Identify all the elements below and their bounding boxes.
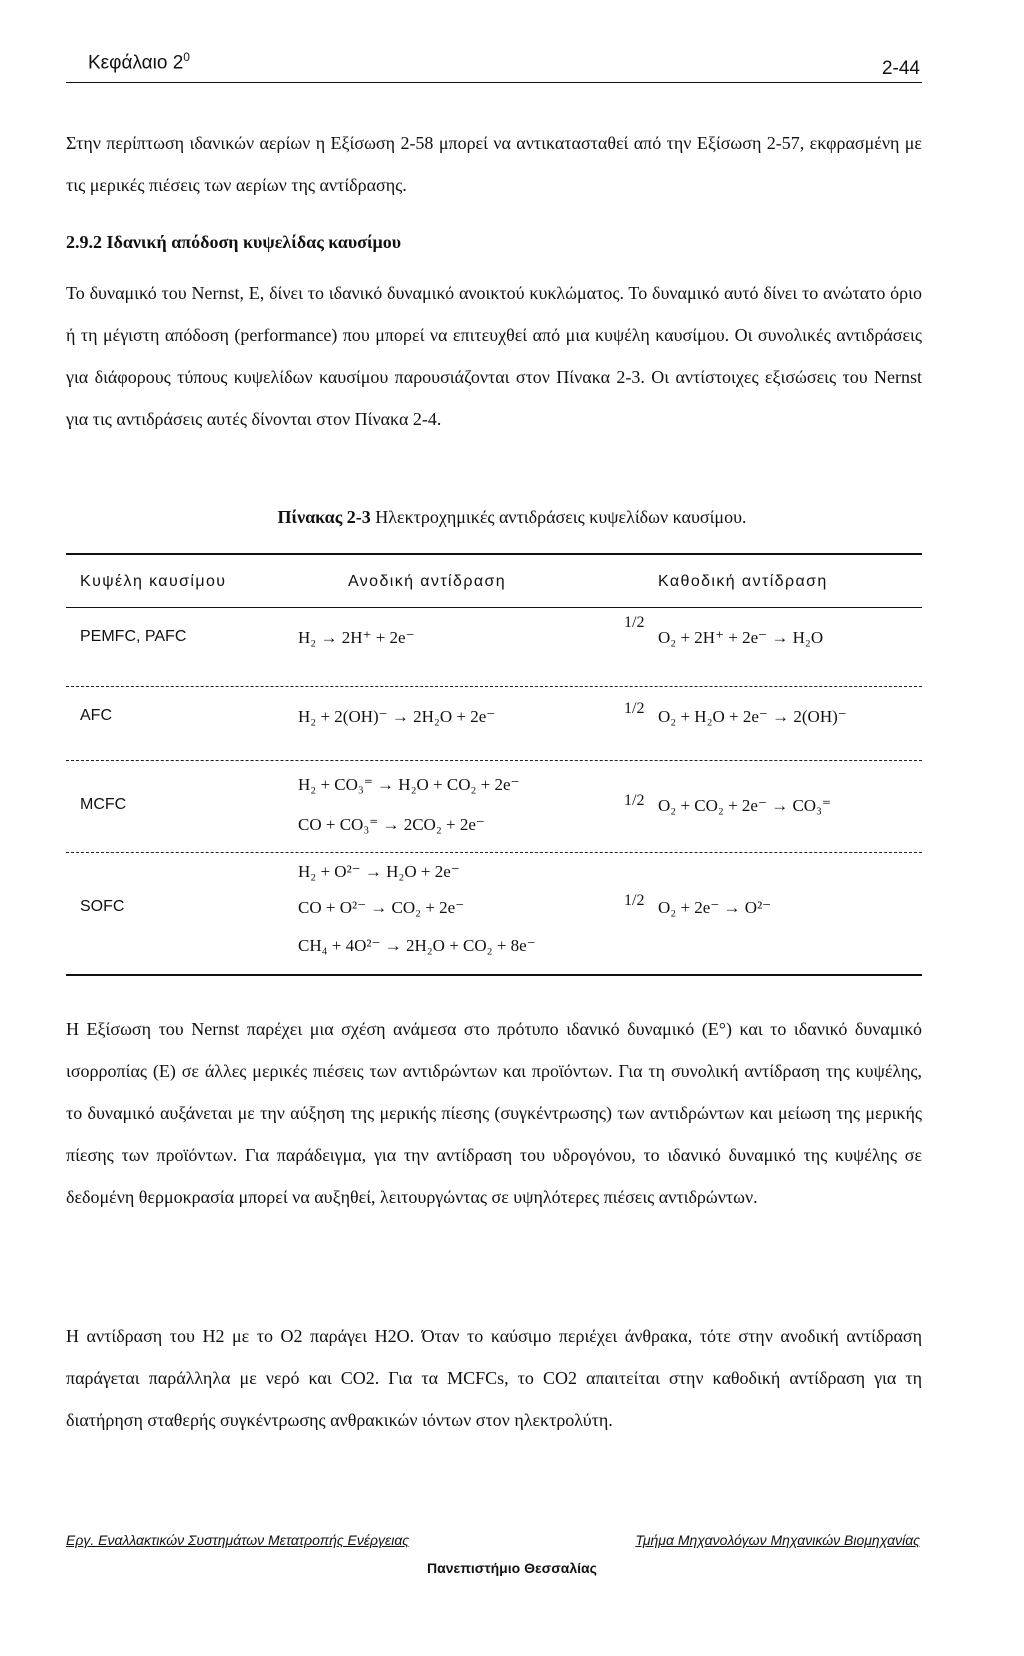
row-sofc-anode-1: H₂ + O²⁻ → H₂O + 2e⁻ — [298, 862, 460, 881]
row-pemfc-anode: H₂ → 2H⁺ + 2e⁻ — [298, 628, 415, 647]
row-mcfc-anode-1: H₂ + CO₃⁼ → H₂O + CO₂ + 2e⁻ — [298, 775, 520, 794]
row-mcfc-cell: MCFC — [80, 796, 127, 813]
row-divider — [66, 760, 922, 761]
row-afc-anode: H₂ + 2(OH)⁻ → 2H₂O + 2e⁻ — [298, 707, 496, 726]
footer-lab: Εργ. Εναλλακτικών Συστημάτων Μετατροπής Ενέργειας — [66, 1532, 410, 1548]
row-pemfc-cell: PEMFC, PAFC — [80, 628, 187, 645]
reaction-paragraph: Η αντίδραση του H2 με το O2 παράγει H2O. Όταν το καύσιμο περιέχει άνθρακα, τότε στην ανοδική αντίδραση παράγεται παράλληλα με νερό και CO2. Για τα MCFCs, το CO2 απαιτείται στην καθοδική αντίδραση για τη διατήρηση σταθερής συγκέντρωσης ανθρακικών ιόντων στον ηλεκτρολύτη. — [66, 1326, 922, 1430]
header-rule — [66, 82, 922, 83]
header-anode: Ανοδική αντίδραση — [348, 573, 507, 590]
row-pemfc-cathode: O₂ + 2H⁺ + 2e⁻ → H₂O — [658, 628, 824, 647]
header-cathode: Καθοδική αντίδραση — [658, 573, 828, 590]
table-top-rule — [66, 553, 922, 555]
row-divider — [66, 852, 922, 853]
footer-department: Τμήμα Μηχανολόγων Μηχανικών Βιομηχανίας — [635, 1532, 920, 1548]
section-paragraph: Το δυναμικό του Nernst, E, δίνει το ιδανικό δυναμικό ανοικτού κυκλώματος. Το δυναμικό αυτό δίνει το ανώτατο όριο ή τη μέγιστη απόδοση (performance) που μπορεί να επιτευχθεί από μια κυψέλη καυσίμου. Οι συνολικές αντιδράσεις για διάφορους τύπους κυψελίδων καυσίμου παρουσιάζονται στον Πίνακα 2-3. Οι αντίστοιχες εξισώσεις του Nernst για τις αντιδράσεις αυτές δίνονται στον Πίνακα 2-4. — [66, 283, 922, 429]
row-sofc-cell: SOFC — [80, 898, 125, 915]
row-sofc-anode-3: CH₄ + 4O²⁻ → 2H₂O + CO₂ + 8e⁻ — [298, 936, 536, 955]
page-number: 2-44 — [881, 58, 920, 79]
intro-paragraph: Στην περίπτωση ιδανικών αερίων η Εξίσωση 2-58 μπορεί να αντικατασταθεί από την Εξίσωση 2-57, εκφρασμένη με τις μερικές πιέσεις των αερίων της αντίδρασης. — [66, 133, 922, 195]
table-caption: Πίνακας 2-3 Ηλεκτροχημικές αντιδράσεις κυψελίδων καυσίμου. — [277, 507, 747, 527]
row-divider — [66, 686, 922, 687]
header-fuel-cell: Κυψέλη καυσίμου — [80, 573, 227, 590]
row-sofc-anode-2: CO + O²⁻ → CO₂ + 2e⁻ — [298, 898, 465, 917]
section-heading: 2.9.2 Ιδανική απόδοση κυψελίδας καυσίμου — [66, 232, 402, 252]
row-pemfc-cathode-fraction: 1/2 — [624, 614, 645, 631]
nernst-paragraph: Η Εξίσωση του Nernst παρέχει μια σχέση ανάμεσα στο πρότυπο ιδανικό δυναμικό (E°) και το ιδανικό δυναμικό ισορροπίας (E) σε άλλες μερικές πιέσεις των αντιδρώντων και προϊόντων. Για τη συνολική αντίδραση της κυψέλης, το δυναμικό αυξάνεται με την αύξηση της μερικής πίεσης (συγκέντρωσης) των αντιδρώντων και μείωση της μερικής πίεσης των προϊόντων. Για παράδειγμα, για την αντίδραση του υδρογόνου, το ιδανικό δυναμικό της κυψέλης σε δεδομένη θερμοκρασία μπορεί να αυξηθεί, λειτουργώντας σε υψηλότερες πιέσεις αντιδρώντων. — [66, 1019, 922, 1207]
row-sofc-cathode-fraction: 1/2 — [624, 892, 645, 909]
footer-university: Πανεπιστήμιο Θεσσαλίας — [427, 1560, 597, 1576]
row-sofc-cathode: O₂ + 2e⁻ → O²⁻ — [658, 898, 772, 917]
row-mcfc-cathode: O₂ + CO₂ + 2e⁻ → CO₃⁼ — [658, 796, 831, 815]
chapter-title: Κεφάλαιο $2^0$ — [88, 50, 190, 74]
row-afc-cell: AFC — [80, 707, 112, 724]
table-bottom-rule — [66, 974, 922, 976]
row-afc-cathode-fraction: 1/2 — [624, 700, 645, 717]
row-mcfc-cathode-fraction: 1/2 — [624, 792, 645, 809]
row-afc-cathode: O₂ + H₂O + 2e⁻ → 2(OH)⁻ — [658, 707, 847, 726]
table-header-rule — [66, 607, 922, 608]
row-mcfc-anode-2: CO + CO₃⁼ → 2CO₂ + 2e⁻ — [298, 815, 485, 834]
